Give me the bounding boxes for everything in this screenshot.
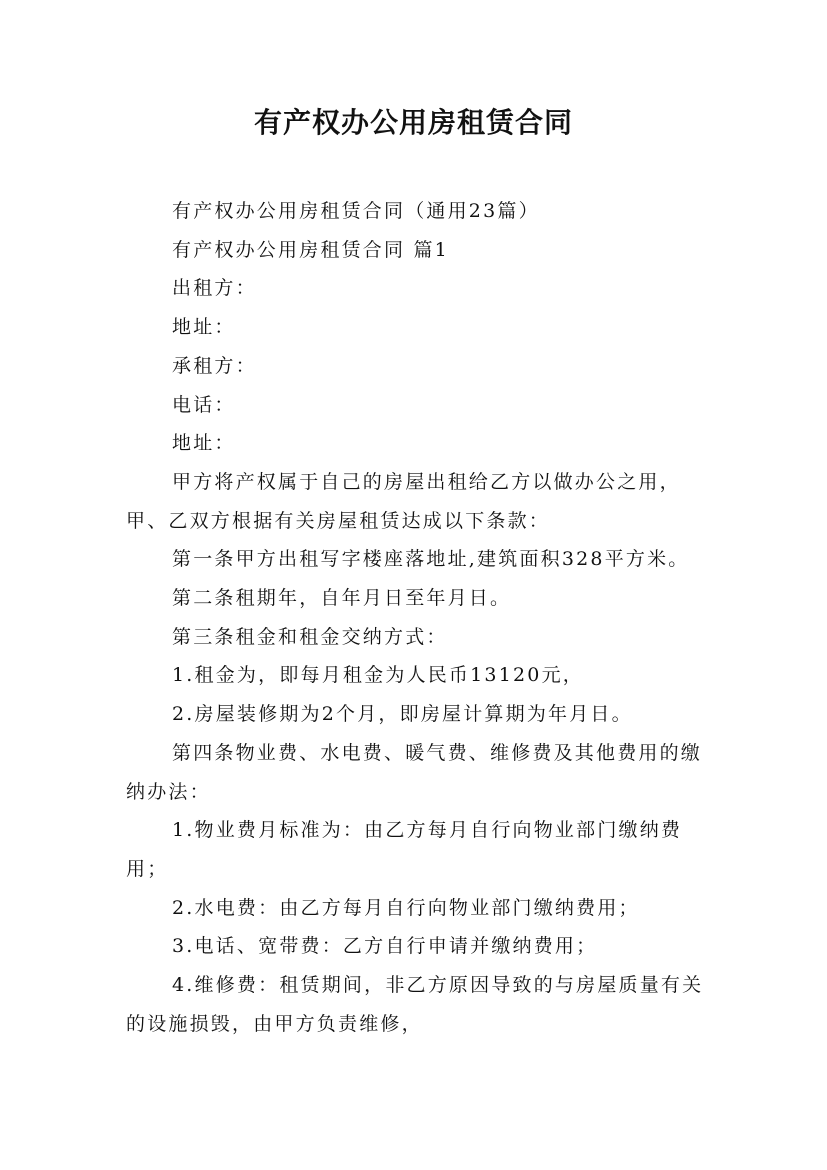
paragraph-lessee-address: 地址： [172, 432, 236, 455]
paragraph-fee-item-2: 2.水电费：由乙方每月自行向物业部门缴纳费用； [172, 896, 640, 919]
paragraph-lessor-address: 地址： [172, 316, 236, 339]
paragraph-rent-item-1: 1.租金为，即每月租金为人民币13120元， [172, 664, 584, 687]
paragraph-fee-item-3: 3.电话、宽带费：乙方自行申请并缴纳费用； [172, 935, 598, 958]
document-title: 有产权办公用房租赁合同 [253, 106, 573, 139]
document-body [126, 192, 716, 1043]
paragraph-phone: 电话： [172, 393, 236, 416]
paragraph-article-3: 第三条租金和租金交纳方式： [172, 625, 448, 648]
paragraph-fee-item-4: 4.维修费：租赁期间，非乙方原因导致的与房屋质量有关的设施损毁，由甲方负责维修， [126, 974, 704, 1035]
paragraph-lessor: 出租方： [172, 277, 257, 300]
paragraph-article-1: 第一条甲方出租写字楼座落地址,建筑面积328平方米。 [172, 548, 690, 571]
paragraph-article-2: 第二条租期年，自年月日至年月日。 [172, 587, 512, 610]
paragraph-rent-item-2: 2.房屋装修期为2个月，即房屋计算期为年月日。 [172, 703, 633, 726]
paragraph-intro: 甲方将产权属于自己的房屋出租给乙方以做办公之用，甲、乙双方根据有关房屋租赁达成以下条款： [126, 470, 681, 532]
paragraph-fee-item-1: 1.物业费月标准为：由乙方每月自行向物业部门缴纳费用； [126, 819, 683, 880]
paragraph-section-heading: 有产权办公用房租赁合同 篇1 [172, 238, 449, 261]
paragraph-lessee: 承租方： [172, 354, 257, 377]
paragraph-subtitle: 有产权办公用房租赁合同（通用23篇） [172, 200, 540, 222]
paragraph-article-4: 第四条物业费、水电费、暖气费、维修费及其他费用的缴纳办法： [126, 741, 703, 803]
